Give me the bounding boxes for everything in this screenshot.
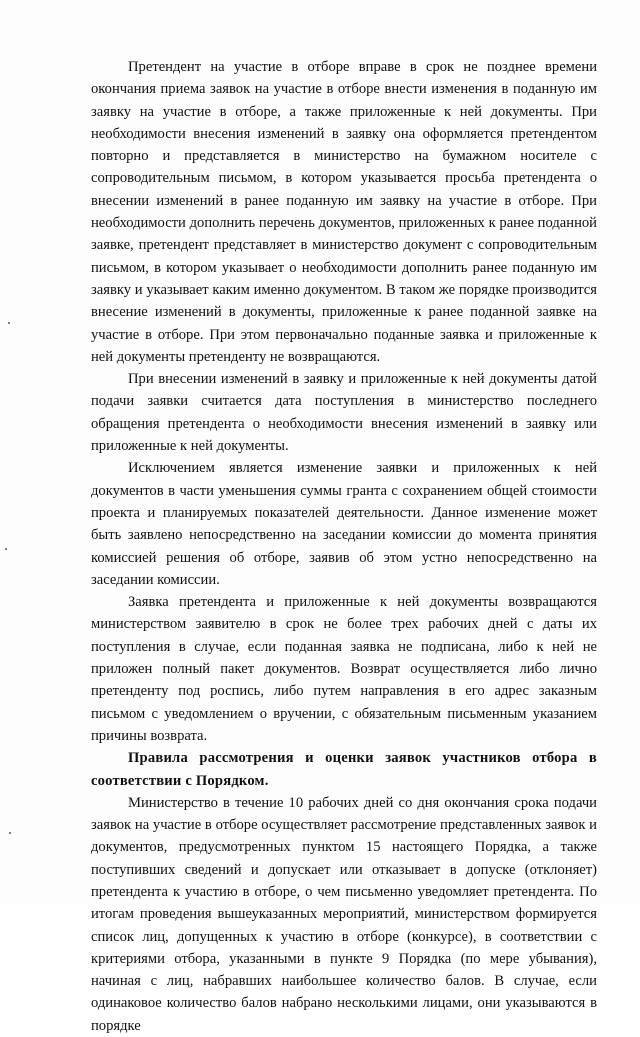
scan-speck: [8, 322, 10, 324]
scan-edge-shadow: [0, 0, 6, 905]
scan-speck: [5, 548, 7, 550]
paragraph-amendments: Претендент на участие в отборе вправе в срок не позднее времени окончания приема заявок на участие в отборе внести изменения в поданную им заявку на участие в отборе, а также приложенные к ней документы. При необходимости внесения изменений в заявку она оформляется претендентом повторно и представляется в министерство на бумажном носителе с сопроводительным письмом, в котором указывается просьба претендента о внесении изменений в ранее поданную им заявку на участие в отборе. При необходимости дополнить перечень документов, приложенных к ранее поданной заявке, претендент представляет в министерство документ с сопроводительным письмом, в котором указывает о необходимости дополнить ранее поданную им заявку и указывает каким именно документом. В таком же порядке производится внесение изменений в документы, приложенные к ранее поданной заявке на участие в отборе. При этом первоначально поданные заявка и приложенные к ней документы претенденту не возвращаются.: [91, 59, 597, 365]
scan-speck: [9, 832, 11, 834]
paragraph-submission-date: При внесении изменений в заявку и приложенные к ней документы датой подачи заявки считается дата поступления в министерство последнего обращения претендента о необходимости внесения изменений в заявку или приложенные к ней документы.: [91, 371, 597, 455]
document-body: [91, 56, 597, 1037]
section-heading: Правила рассмотрения и оценки заявок участников отбора в соответствии с Порядком.: [91, 750, 597, 789]
paragraph-exception: Исключением является изменение заявки и приложенных к ней документов в части уменьшения суммы гранта с сохранением общей стоимости проекта и планируемых показателей деятельности. Данное изменение может быть заявлено непосредственно на заседании комиссии до момента принятия комиссией решения об отборе, заявив об этом устно непосредственно на заседании комиссии.: [91, 460, 597, 588]
paragraph-review: Министерство в течение 10 рабочих дней со дня окончания срока подачи заявок на участие в отборе осуществляет рассмотрение представленных заявок и документов, предусмотренных пунктом 15 настоящего Порядка, а также поступивших сведений и допускает или отказывает в допуске (отклоняет) претендента к участию в отборе, о чем письменно уведомляет претендента. По итогам проведения вышеуказанных мероприятий, министерством формируется список лиц, допущенных к участию в отборе (конкурсе), в соответствии с критериями отбора, указанными в пункте 9 Порядка (по мере убывания), начиная с лиц, набравших наибольшее количество балов. В случае, если одинаковое количество балов набрано несколькими лицами, они указываются в порядке: [91, 794, 597, 1034]
paragraph-return: Заявка претендента и приложенные к ней документы возвращаются министерством заявителю в срок не более трех рабочих дней с даты их поступления в случае, если поданная заявка не подписана, либо к ней не приложен полный пакет документов. Возврат осуществляется либо лично претенденту под роспись, либо путем направления в его адрес заказным письмом с уведомлением о вручении, с обязательным письменным указанием причины возврата.: [91, 594, 597, 744]
